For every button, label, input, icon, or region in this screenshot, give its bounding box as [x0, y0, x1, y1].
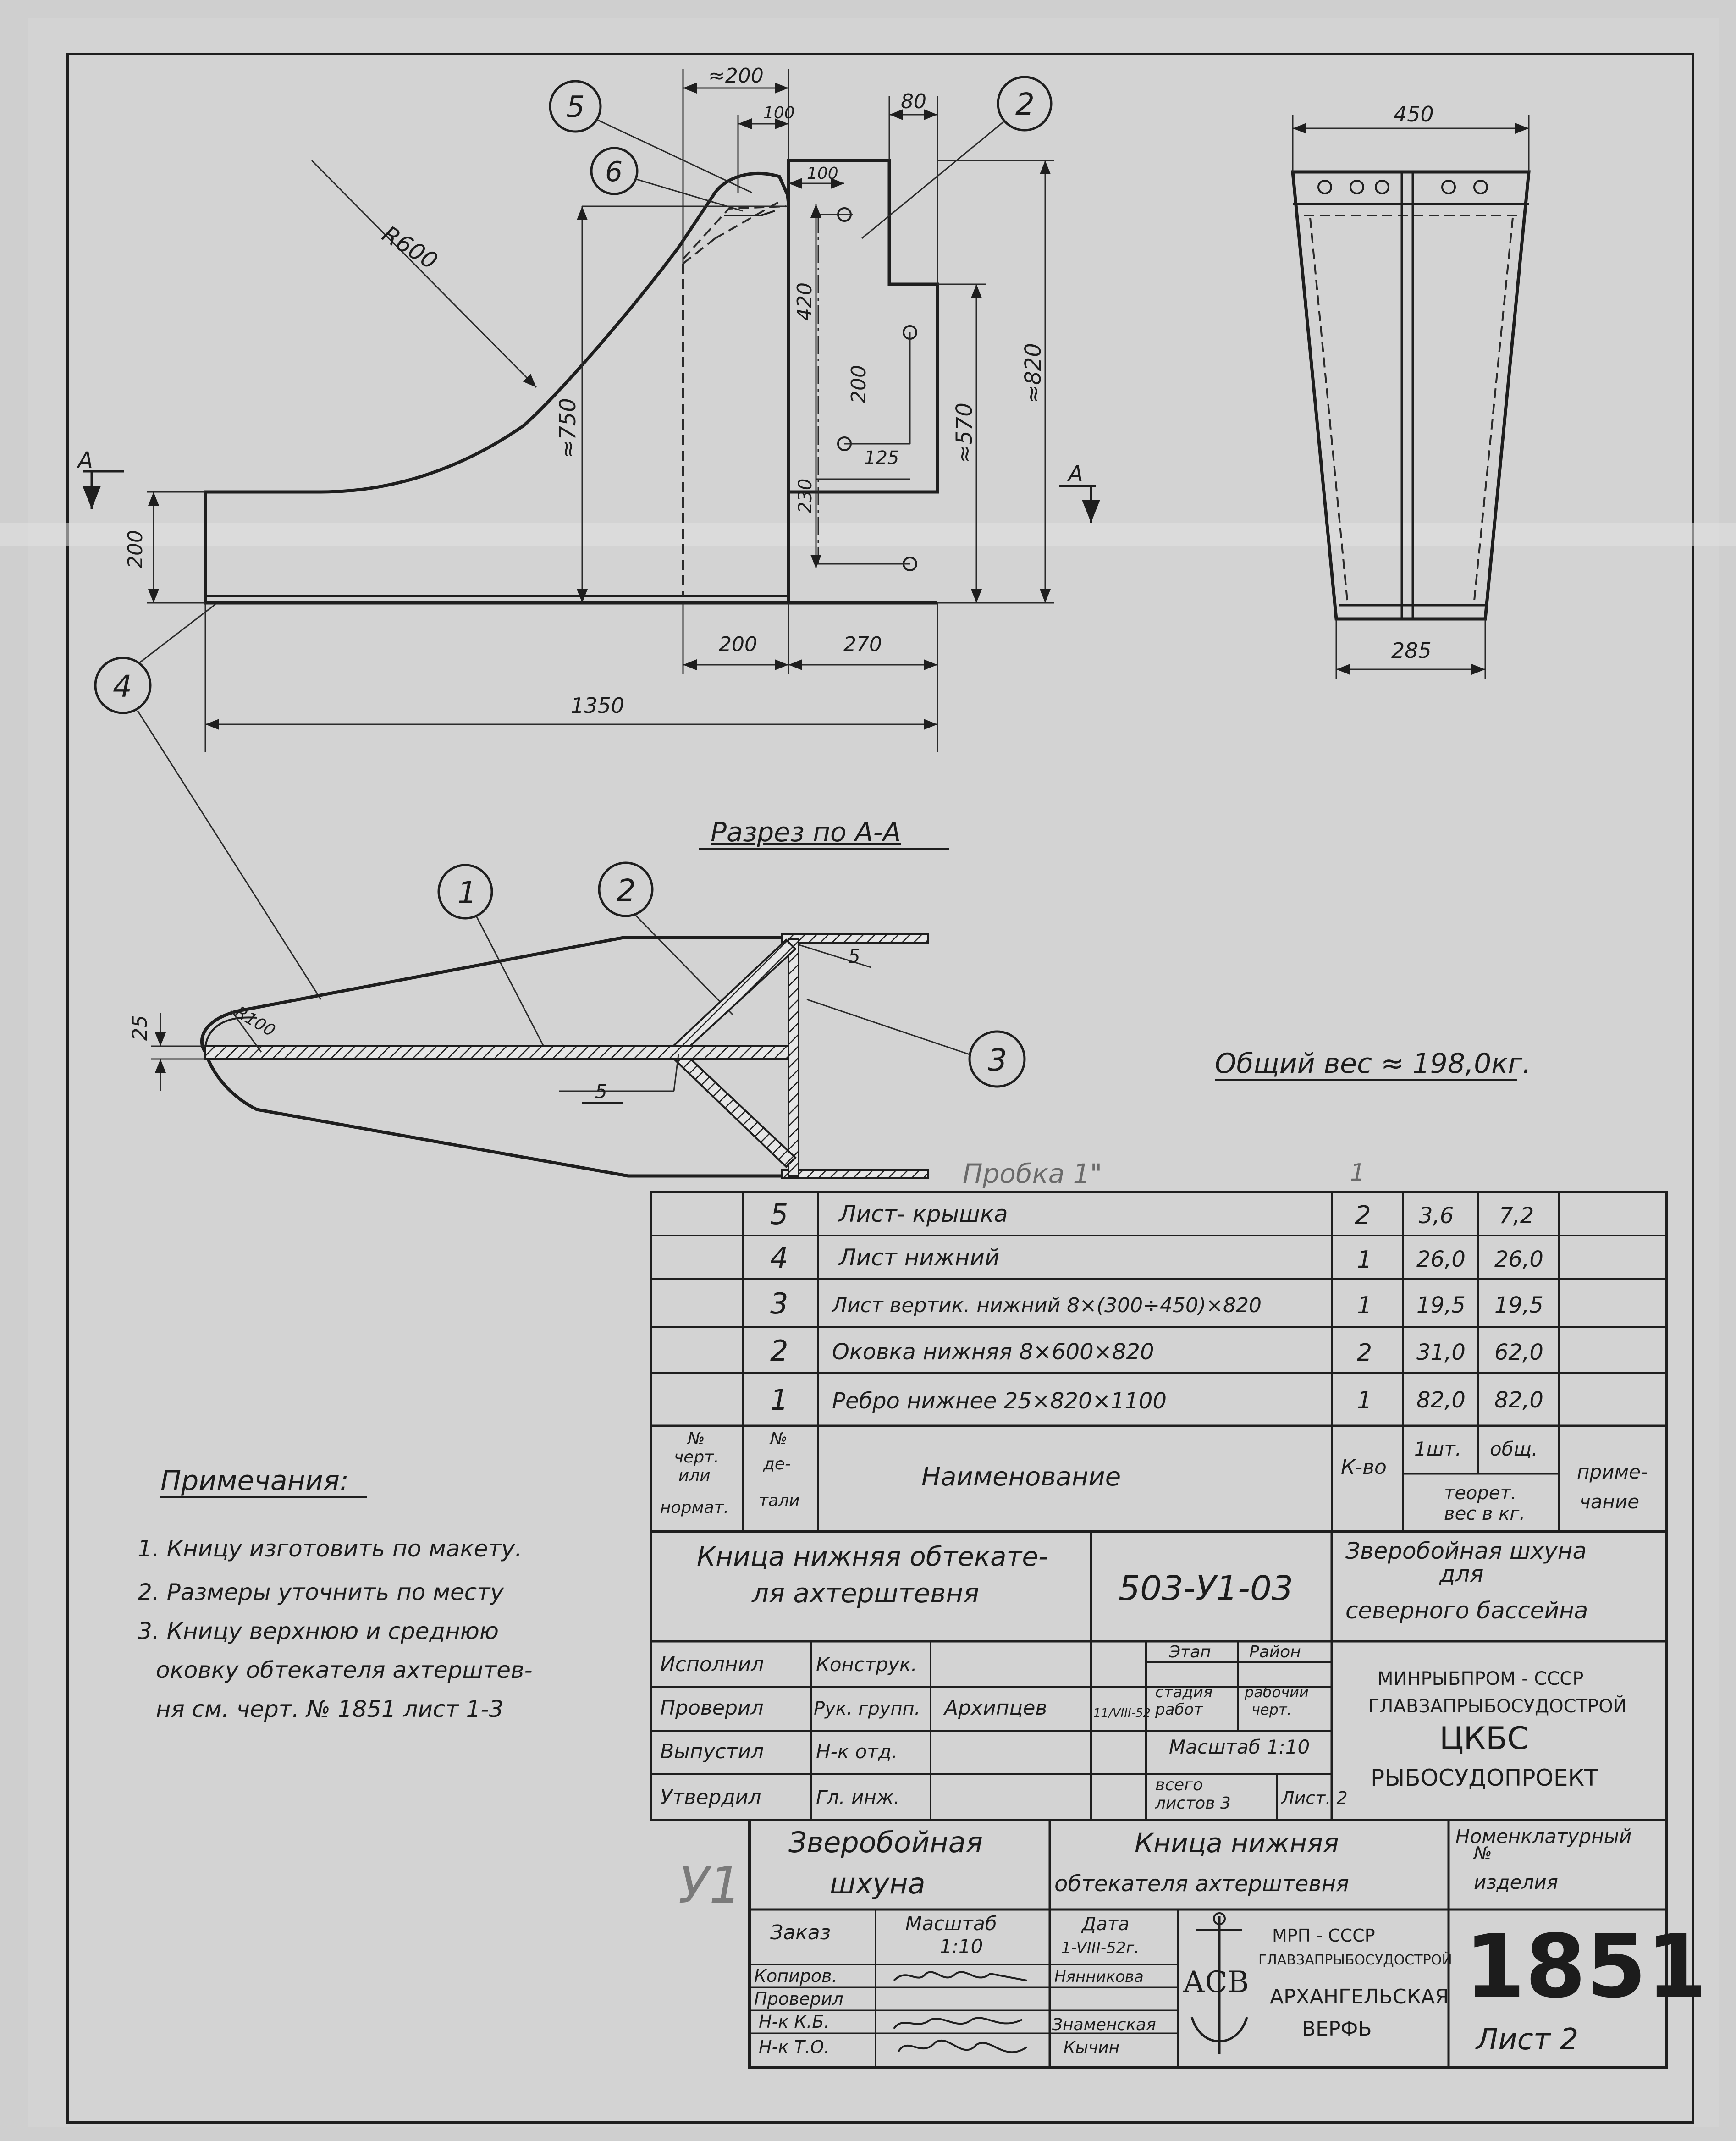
- org-ministry: МИНРЫБПРОМ - СССР: [1378, 1668, 1584, 1689]
- svg-text:5: 5: [566, 90, 585, 124]
- svg-text:4: 4: [770, 1241, 788, 1275]
- org-rybosudoproekt: РЫБОСУДОПРОЕКТ: [1371, 1765, 1598, 1791]
- dim-200-vertical: 200: [847, 365, 871, 403]
- scale-value: 1:10: [940, 1935, 983, 1958]
- weld-5-top: 5: [848, 945, 860, 967]
- nomenclature-2: №: [1474, 1843, 1492, 1863]
- svg-text:2: 2: [1015, 87, 1035, 122]
- svg-text:2: 2: [1357, 1339, 1372, 1367]
- svg-text:№: №: [688, 1429, 705, 1448]
- date-label: Дата: [1082, 1914, 1130, 1935]
- dim-1350: 1350: [571, 693, 625, 718]
- svg-text:тали: тали: [759, 1491, 800, 1510]
- notes-title: Примечания:: [160, 1465, 349, 1497]
- stage-label: Этап: [1169, 1643, 1211, 1661]
- pencil-u1: У1: [678, 1856, 742, 1915]
- role-executed: Исполнил: [660, 1653, 764, 1676]
- role2-designer: Конструк.: [816, 1653, 917, 1676]
- part-name-line1: Кница нижняя обтекате-: [697, 1541, 1048, 1572]
- svg-text:чание: чание: [1579, 1490, 1640, 1513]
- dim-approx-200: ≈200: [708, 64, 764, 88]
- scale-label: Масштаб: [905, 1912, 997, 1935]
- dim-570: ≈570: [952, 403, 977, 463]
- role-checked: Проверил: [660, 1696, 764, 1720]
- svg-text:общ.: общ.: [1490, 1438, 1538, 1460]
- drawing-number: 1851: [1465, 1916, 1707, 2017]
- svg-text:26,0: 26,0: [1494, 1247, 1543, 1272]
- parts-row: [770, 1383, 1543, 1417]
- section-title: Разрез по А-А: [711, 817, 901, 848]
- org-glavk: ГЛАВЗАПРЫБОСУДОСТРОЙ: [1368, 1696, 1627, 1717]
- dim-200-left: 200: [124, 530, 147, 568]
- order-label: Заказ: [770, 1921, 831, 1944]
- note-1: 1. Кницу изготовить по макету.: [138, 1535, 523, 1562]
- part-code: 503-У1-03: [1119, 1569, 1293, 1608]
- svg-text:31,0: 31,0: [1416, 1340, 1466, 1365]
- role-issued: Выпустил: [660, 1740, 764, 1763]
- svg-text:АСВ: АСВ: [1183, 1965, 1249, 1999]
- dim-125: 125: [864, 447, 899, 469]
- section-mark-right: А: [1068, 461, 1083, 487]
- dim-450: 450: [1394, 102, 1434, 127]
- svg-text:3: 3: [988, 1043, 1007, 1078]
- dim-200-bottom: 200: [719, 633, 757, 656]
- svg-text:82,0: 82,0: [1416, 1387, 1466, 1413]
- pencil-note-probka: Пробка 1": [963, 1158, 1102, 1189]
- svg-text:де-: де-: [763, 1455, 791, 1473]
- svg-text:К-во: К-во: [1341, 1456, 1387, 1479]
- role2-chief-eng: Гл. инж.: [816, 1786, 900, 1809]
- dim-820: ≈820: [1020, 343, 1046, 403]
- work-draw-2: черт.: [1251, 1701, 1292, 1718]
- dim-270: 270: [843, 633, 882, 656]
- svg-text:6: 6: [605, 156, 623, 188]
- name-to-head: Кычин: [1064, 2038, 1120, 2057]
- work-draw-1: рабочий: [1245, 1683, 1309, 1701]
- project-line3: северного бассейна: [1345, 1597, 1588, 1624]
- sheets-total-2: листов 3: [1155, 1794, 1231, 1813]
- org-ckbs: ЦКБС: [1439, 1721, 1529, 1757]
- vessel-type-2: шхуна: [830, 1867, 926, 1900]
- svg-text:приме-: приме-: [1577, 1461, 1648, 1483]
- dim-100-top: 100: [763, 104, 795, 122]
- svg-text:5: 5: [770, 1197, 788, 1231]
- name-copied: Нянникова: [1054, 1968, 1144, 1986]
- checker-name: Архипцев: [944, 1696, 1047, 1720]
- dim-285: 285: [1391, 638, 1432, 663]
- svg-text:Оковка нижняя 8×600×820: Оковка нижняя 8×600×820: [832, 1339, 1154, 1365]
- note-3-cont-2: ня см. черт. № 1851 лист 1-3: [156, 1696, 504, 1722]
- nomenclature-3: изделия: [1474, 1871, 1558, 1893]
- checker-date: 11/VIII-52: [1093, 1706, 1151, 1720]
- scale: Масштаб 1:10: [1169, 1736, 1310, 1758]
- svg-text:черт.: черт.: [674, 1448, 719, 1467]
- svg-text:82,0: 82,0: [1494, 1387, 1543, 1413]
- dim-25: 25: [128, 1015, 152, 1041]
- plant-ministry: МРП - СССР: [1272, 1926, 1375, 1946]
- svg-text:3: 3: [770, 1287, 788, 1320]
- svg-text:7,2: 7,2: [1499, 1203, 1534, 1229]
- svg-text:2: 2: [770, 1334, 788, 1368]
- project-line1: Зверобойная шхуна: [1345, 1538, 1587, 1564]
- svg-text:3,6: 3,6: [1419, 1203, 1454, 1229]
- dim-80: 80: [901, 90, 926, 113]
- svg-text:№: №: [770, 1429, 788, 1448]
- plant-name-2: ВЕРФЬ: [1302, 2017, 1372, 2041]
- plant-name-1: АРХАНГЕЛЬСКАЯ: [1270, 1985, 1449, 2009]
- nomenclature-1: Номенклатурный: [1455, 1825, 1632, 1848]
- weld-5-bottom: 5: [595, 1080, 607, 1103]
- svg-text:1: 1: [1357, 1292, 1372, 1319]
- project-line2: для: [1439, 1561, 1484, 1587]
- svg-text:1шт.: 1шт.: [1414, 1438, 1461, 1460]
- note-3-cont-1: оковку обтекателя ахтерштев-: [156, 1657, 533, 1683]
- vessel-type-1: Зверобойная: [788, 1826, 983, 1859]
- svg-text:Лист вертик. нижний 8×(300÷450: Лист вертик. нижний 8×(300÷450)×820: [832, 1294, 1262, 1317]
- svg-text:2: 2: [617, 873, 636, 908]
- role2-dept-head: Н-к отд.: [816, 1740, 898, 1763]
- svg-text:нормат.: нормат.: [660, 1498, 729, 1517]
- row-checked: Проверил: [754, 1989, 843, 2009]
- sheets-total-1: всего: [1155, 1776, 1203, 1794]
- svg-text:1: 1: [770, 1383, 788, 1417]
- row-kb-head: Н-к К.Б.: [759, 2012, 830, 2032]
- sheet-number: Лист. 2: [1281, 1788, 1348, 1808]
- svg-text:1: 1: [1357, 1246, 1372, 1274]
- svg-text:или: или: [678, 1466, 711, 1485]
- dim-100-plate: 100: [807, 164, 838, 183]
- svg-text:26,0: 26,0: [1416, 1247, 1466, 1272]
- svg-text:4: 4: [113, 669, 132, 704]
- item-name-2: обтекателя ахтерштевня: [1054, 1871, 1349, 1897]
- note-3: 3. Кницу верхнюю и среднюю: [138, 1618, 499, 1644]
- total-weight: Общий вес ≈ 198,0кг.: [1215, 1048, 1532, 1080]
- section-mark-left: А: [78, 447, 93, 473]
- svg-text:19,5: 19,5: [1494, 1292, 1543, 1318]
- plant-glavk: ГЛАВЗАПРЫБОСУДОСТРОЙ: [1258, 1952, 1452, 1968]
- date-value: 1-VIII-52г.: [1061, 1939, 1140, 1957]
- dim-420: 420: [793, 282, 816, 321]
- svg-text:Лист нижний: Лист нижний: [839, 1244, 1000, 1271]
- role2-group-lead: Рук. групп.: [814, 1698, 920, 1719]
- svg-text:Лист- крышка: Лист- крышка: [839, 1201, 1008, 1227]
- note-2: 2. Размеры уточнить по месту: [138, 1579, 504, 1606]
- district-label: Район: [1249, 1643, 1301, 1661]
- stage-work-2: работ: [1155, 1700, 1203, 1719]
- dim-r600: R600: [377, 220, 442, 275]
- svg-text:1: 1: [457, 875, 477, 910]
- part-name-line2: ля ахтерштевня: [752, 1578, 980, 1609]
- svg-text:1: 1: [1357, 1387, 1372, 1414]
- stage-work-1: стадия: [1155, 1683, 1213, 1701]
- svg-text:19,5: 19,5: [1416, 1292, 1466, 1318]
- row-copied: Копиров.: [754, 1966, 838, 1986]
- dim-750: ≈750: [555, 398, 581, 458]
- svg-text:вес в кг.: вес в кг.: [1444, 1503, 1526, 1524]
- dim-r100: R100: [231, 1003, 279, 1041]
- svg-text:Ребро нижнее 25×820×1100: Ребро нижнее 25×820×1100: [832, 1388, 1167, 1414]
- row-to-head: Н-к Т.О.: [759, 2037, 830, 2057]
- svg-text:2: 2: [1355, 1201, 1371, 1231]
- sheet-label: Лист 2: [1476, 2023, 1579, 2057]
- svg-text:теорет.: теорет.: [1444, 1483, 1517, 1504]
- item-name-1: Кница нижняя: [1135, 1827, 1339, 1859]
- svg-text:Наименование: Наименование: [921, 1462, 1121, 1492]
- pencil-mark: 1: [1350, 1159, 1366, 1186]
- name-kb-head: Знаменская: [1052, 2015, 1156, 2034]
- svg-text:62,0: 62,0: [1494, 1340, 1543, 1365]
- role-approved: Утвердил: [660, 1786, 761, 1809]
- dim-230: 230: [795, 478, 816, 513]
